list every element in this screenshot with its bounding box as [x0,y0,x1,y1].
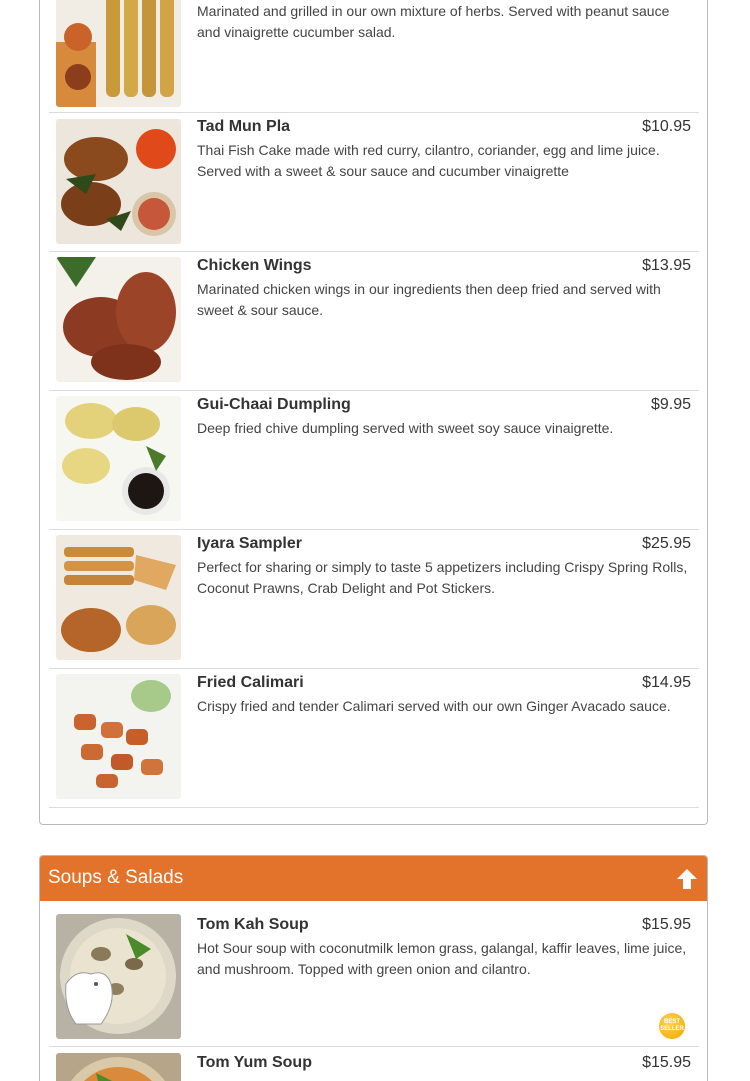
dumpling-photo[interactable] [56,396,181,521]
item-description: Crispy fried and tender Calimari served with our own Ginger Avacado sauce. [197,698,671,714]
item-price: $14.95 [642,674,691,691]
chicken-wings-photo[interactable] [56,257,181,382]
item-name: Fried Calimari [197,674,304,691]
item-name: Chicken Wings [197,257,312,274]
item-description: Marinated and grilled in our own mixture of herbs. Served with peanut sauce and vinaigrette cucumber salad. [197,3,670,40]
menu-item[interactable] [49,252,699,391]
menu-item[interactable] [49,669,699,808]
menu-item[interactable] [49,530,699,669]
menu-item[interactable] [49,391,699,530]
item-price: $25.95 [642,535,691,552]
menu-item[interactable] [49,0,699,113]
chicken-satay-photo[interactable] [56,0,181,107]
section-header [40,856,707,901]
arrow-up-icon[interactable] [676,868,698,890]
item-price: $13.95 [642,257,691,274]
item-description: Perfect for sharing or simply to taste 5 appetizers including Crispy Spring Rolls, Coconut Prawns, Crab Delight and Pot Stickers. [197,559,688,596]
menu-item[interactable] [49,113,699,252]
section-title: Soups & Salads [48,867,184,888]
appetizers-panel [39,0,708,825]
item-name: Iyara Sampler [197,535,302,552]
item-price: $9.95 [650,396,691,413]
item-name: Tom Kah Soup [197,916,309,933]
item-price: $15.95 [642,916,691,933]
item-name: Tom Yum Soup [197,1054,312,1071]
best-seller-badge: BEST SELLER [659,1013,685,1039]
sampler-photo[interactable] [56,535,181,660]
item-price: $15.95 [642,1054,691,1071]
tom-yum-photo[interactable] [56,1053,181,1081]
item-name: Gui-Chaai Dumpling [197,396,351,413]
item-name: Tad Mun Pla [197,118,291,135]
menu-item[interactable] [49,908,699,1047]
item-description: Marinated chicken wings in our ingredients then deep fried and served with sweet & sour sauce. [197,281,661,318]
item-description: Thai Fish Cake made with red curry, cilantro, coriander, egg and lime juice. Served with a sweet & sour sauce and cucumber vinaigrette [197,142,660,179]
item-description: Deep fried chive dumpling served with sweet soy sauce vinaigrette. [197,420,614,436]
menu-item[interactable] [49,1047,699,1081]
fish-cake-photo[interactable] [56,119,181,244]
tom-kah-photo[interactable] [56,914,181,1039]
calamari-photo[interactable] [56,674,181,799]
item-description: Hot Sour soup with coconutmilk lemon grass, galangal, kaffir leaves, lime juice, and mushroom. Topped with green onion and cilantro. [197,940,687,977]
soups-panel [39,855,708,1081]
item-price: $10.95 [642,118,691,135]
